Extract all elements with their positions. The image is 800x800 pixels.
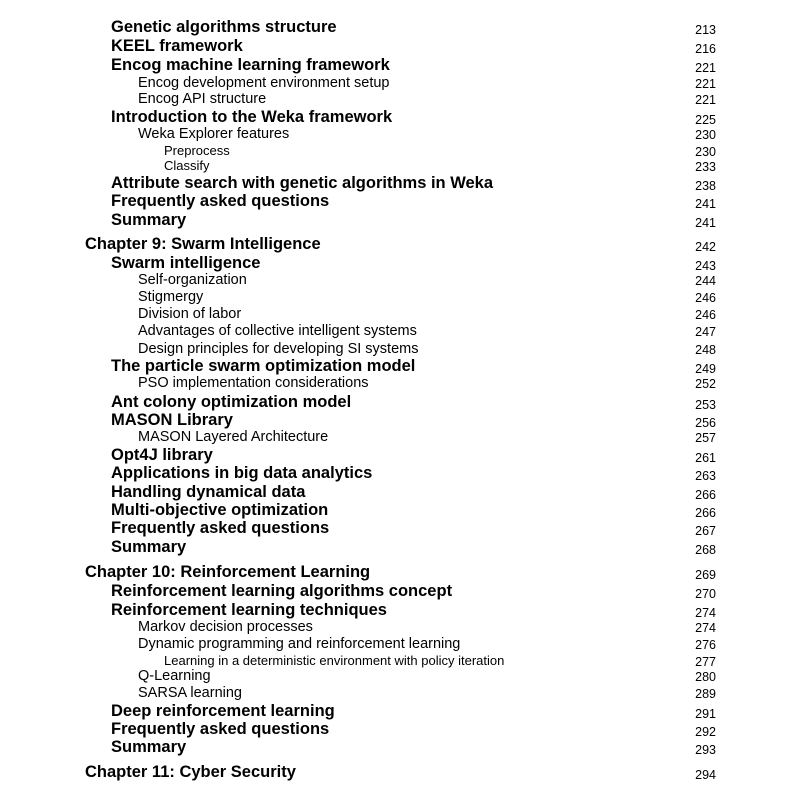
- toc-page-number: 291: [695, 707, 716, 721]
- toc-page-number: 261: [695, 451, 716, 465]
- toc-entry-title: PSO implementation considerations: [138, 375, 369, 391]
- toc-entry[interactable]: [0, 306, 800, 324]
- toc-page-number: 225: [695, 113, 716, 127]
- toc-entry-title: Swarm intelligence: [111, 254, 261, 272]
- toc-entry[interactable]: [0, 738, 800, 760]
- toc-entry-title: Handling dynamical data: [111, 483, 306, 501]
- toc-entry-title: Markov decision processes: [138, 619, 313, 635]
- toc-entry-title: SARSA learning: [138, 685, 242, 701]
- toc-page-number: 241: [695, 197, 716, 211]
- toc-page-number: 289: [695, 687, 716, 701]
- toc-entry-title: Genetic algorithms structure: [111, 18, 337, 36]
- toc-entry-title: Classify: [164, 158, 210, 173]
- toc-entry-title: Preprocess: [164, 143, 230, 158]
- toc-page-number: 270: [695, 587, 716, 601]
- toc-page-number: 274: [695, 606, 716, 620]
- toc-page-number: 274: [695, 621, 716, 635]
- toc-entry-title: Frequently asked questions: [111, 720, 330, 738]
- toc-page-number: 230: [695, 128, 716, 142]
- toc-page-number: 257: [695, 431, 716, 445]
- toc-entry-title: Attribute search with genetic algorithms in Weka: [111, 174, 494, 192]
- toc-entry-title: MASON Layered Architecture: [138, 429, 329, 445]
- toc-entry-title: Division of labor: [138, 306, 242, 322]
- toc-page-number: 221: [695, 77, 716, 91]
- toc-page-number: 246: [695, 291, 716, 305]
- toc-page-number: 241: [695, 216, 716, 230]
- toc-entry-title: Advantages of collective intelligent systems: [138, 323, 417, 339]
- toc-entry-title: Weka Explorer features: [138, 126, 290, 142]
- toc-page-number: 244: [695, 274, 716, 288]
- toc-entry-title: Chapter 11: Cyber Security: [85, 763, 296, 781]
- toc-page-number: 269: [695, 568, 716, 582]
- toc-page-number: 266: [695, 506, 716, 520]
- toc-entry-title: Dynamic programming and reinforcement learning: [138, 636, 461, 652]
- toc-entry[interactable]: [0, 538, 800, 560]
- toc-entry[interactable]: [0, 429, 800, 447]
- toc-page-number: 253: [695, 398, 716, 412]
- toc-page-number: 267: [695, 524, 716, 538]
- toc-entry-title: Chapter 9: Swarm Intelligence: [85, 235, 321, 253]
- toc-entry[interactable]: [0, 636, 800, 654]
- toc-page-number: 249: [695, 362, 716, 376]
- toc-page-number: 252: [695, 377, 716, 391]
- toc-entry-title: Frequently asked questions: [111, 192, 330, 210]
- toc-entry-title: Deep reinforcement learning: [111, 702, 335, 720]
- toc-page-number: 256: [695, 416, 716, 430]
- toc-entry[interactable]: [0, 272, 800, 290]
- toc-page-number: 230: [695, 145, 716, 159]
- chapter-entry[interactable]: [0, 763, 800, 785]
- toc-entry-title: Introduction to the Weka framework: [111, 108, 393, 126]
- toc-entry[interactable]: [0, 668, 800, 686]
- toc-entry[interactable]: [0, 375, 800, 393]
- toc-entry-title: Opt4J library: [111, 446, 213, 464]
- toc-page-number: 248: [695, 343, 716, 357]
- toc-entry[interactable]: [0, 126, 800, 144]
- toc-entry-title: Encog machine learning framework: [111, 56, 390, 74]
- toc-page-number: 294: [695, 768, 716, 782]
- toc-page-number: 238: [695, 179, 716, 193]
- toc-page-number: 276: [695, 638, 716, 652]
- toc-page-number: 216: [695, 42, 716, 56]
- toc-page-number: 213: [695, 23, 716, 37]
- toc-entry-title: Summary: [111, 738, 187, 756]
- toc-page-number: 292: [695, 725, 716, 739]
- toc-entry-title: Ant colony optimization model: [111, 393, 352, 411]
- toc-page-number: 268: [695, 543, 716, 557]
- toc-page-number: 277: [695, 655, 716, 669]
- toc-entry-title: Multi-objective optimization: [111, 501, 329, 519]
- toc-entry-title: Q-Learning: [138, 668, 211, 684]
- toc-page-number: 280: [695, 670, 716, 684]
- toc-entry-title: Self-organization: [138, 272, 247, 288]
- toc-page-number: 242: [695, 240, 716, 254]
- toc-page-number: 221: [695, 61, 716, 75]
- toc-entry-title: Frequently asked questions: [111, 519, 330, 537]
- toc-entry-title: Applications in big data analytics: [111, 464, 373, 482]
- toc-page-number: 263: [695, 469, 716, 483]
- toc-page-number: 293: [695, 743, 716, 757]
- toc-entry[interactable]: [0, 211, 800, 233]
- toc-entry-title: MASON Library: [111, 411, 233, 429]
- toc-entry[interactable]: [0, 685, 800, 703]
- toc-entry[interactable]: [0, 289, 800, 307]
- toc-entry-title: The particle swarm optimization model: [111, 357, 416, 375]
- toc-page-number: 246: [695, 308, 716, 322]
- toc-entry[interactable]: [0, 323, 800, 341]
- toc-entry[interactable]: [0, 91, 800, 109]
- toc-entry-title: Learning in a deterministic environment with policy iteration: [164, 653, 505, 668]
- toc-entry-title: Stigmergy: [138, 289, 204, 305]
- toc-entry[interactable]: [0, 619, 800, 637]
- toc-page-number: 266: [695, 488, 716, 502]
- toc-entry-title: Reinforcement learning algorithms concept: [111, 582, 453, 600]
- toc-page-number: 247: [695, 325, 716, 339]
- toc-entry-title: Summary: [111, 538, 187, 556]
- toc-entry-title: KEEL framework: [111, 37, 243, 55]
- toc-entry-title: Summary: [111, 211, 187, 229]
- toc-entry-title: Chapter 10: Reinforcement Learning: [85, 563, 371, 581]
- toc-entry-title: Encog API structure: [138, 91, 267, 107]
- toc-entry-title: Design principles for developing SI systems: [138, 341, 419, 357]
- toc-page-number: 233: [695, 160, 716, 174]
- toc-entry-title: Reinforcement learning techniques: [111, 601, 387, 619]
- toc-page-number: 221: [695, 93, 716, 107]
- toc-page-number: 243: [695, 259, 716, 273]
- toc-entry-title: Encog development environment setup: [138, 75, 390, 91]
